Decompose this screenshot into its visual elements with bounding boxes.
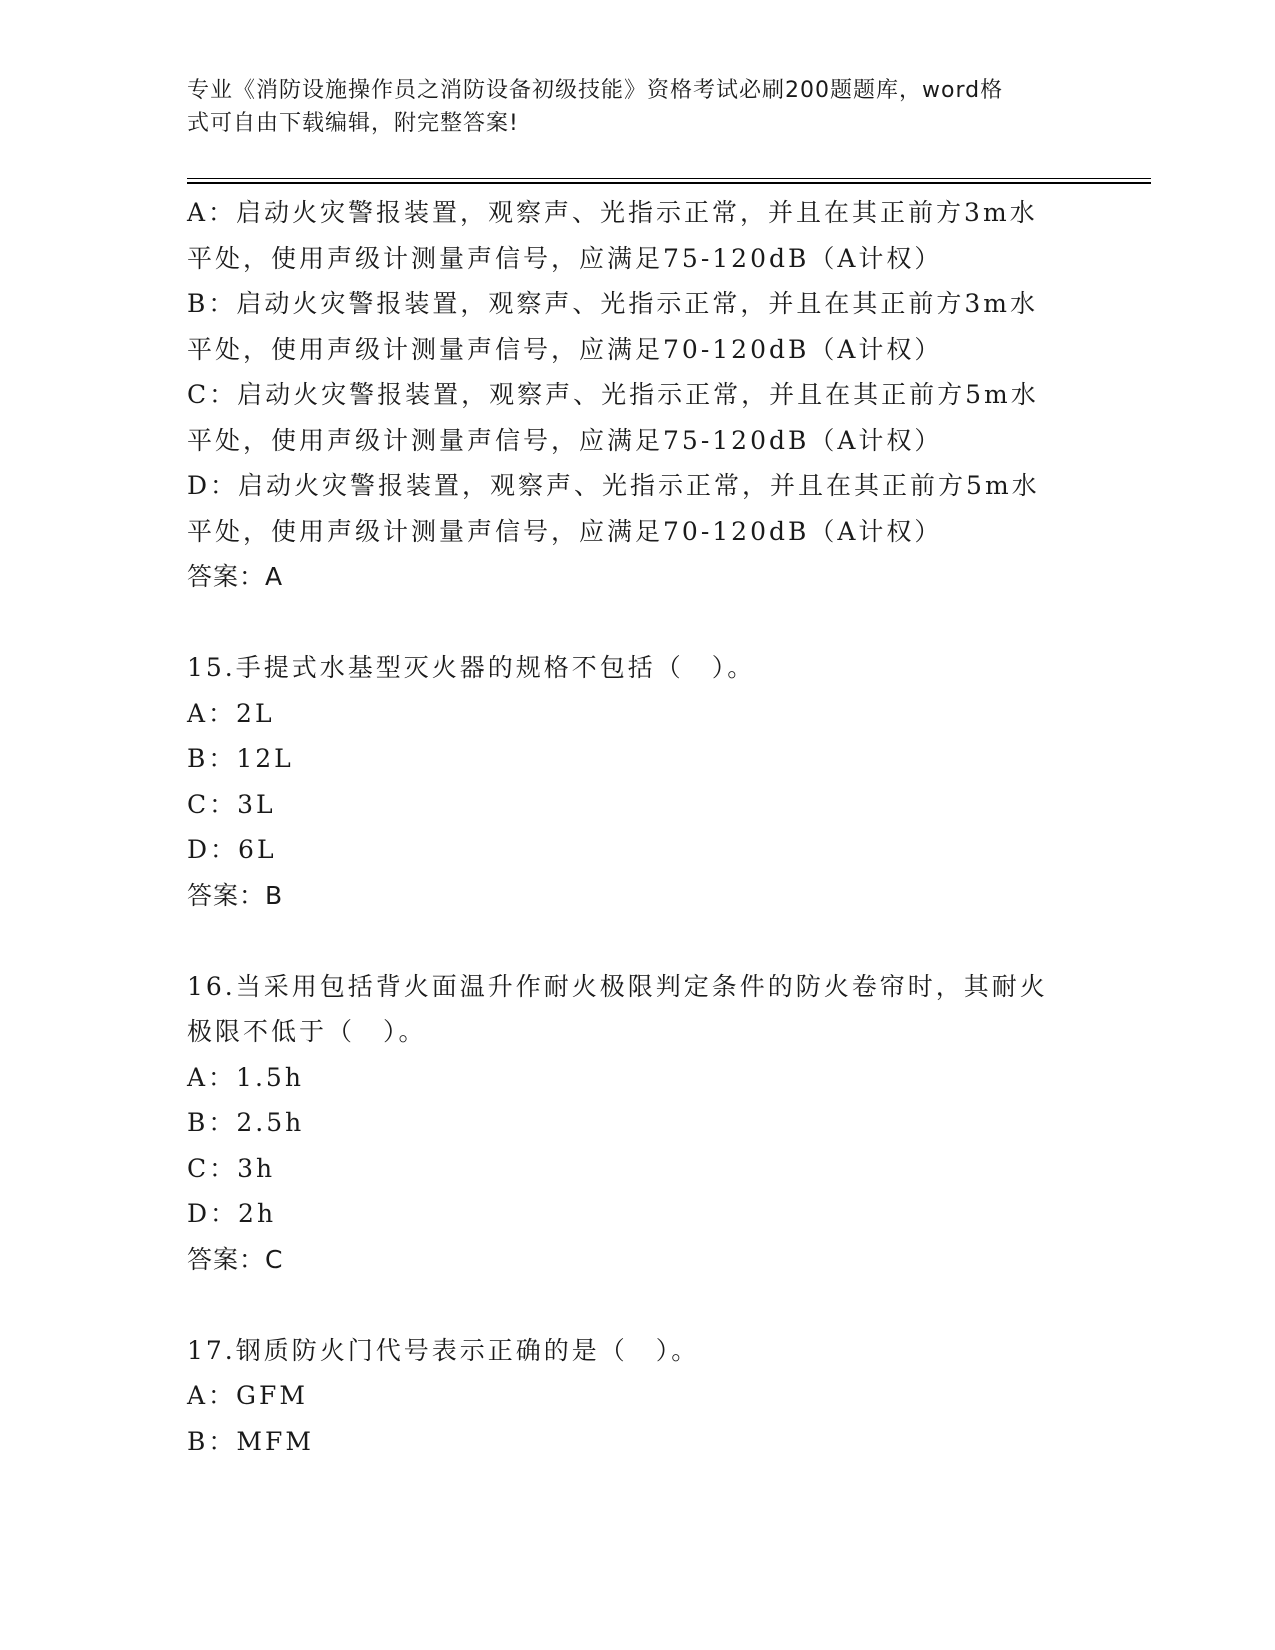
option-a-line-2: 平处，使用声级计测量声信号，应满足75-120dB（A计权） <box>187 243 943 273</box>
question-17-text: 17.钢质防火门代号表示正确的是（ ）。 <box>187 1335 700 1365</box>
question-15-text: 15.手提式水基型灭火器的规格不包括（ ）。 <box>187 653 756 682</box>
option-b-line-2: 平处，使用声级计测量声信号，应满足70-120dB（A计权） <box>187 334 943 364</box>
question-15 <box>187 645 1087 918</box>
header-line-1: 专业《消防设施操作员之消防设备初级技能》资格考试必刷200题题库，word格 <box>187 78 1004 103</box>
answer-15: 答案：B <box>187 880 284 910</box>
question-14-options <box>187 190 1087 600</box>
document-header <box>187 74 1067 140</box>
question-16-text-line-1: 16.当采用包括背火面温升作耐火极限判定条件的防火卷帘时，其耐火 <box>187 971 1048 1001</box>
option-b: B：2.5h <box>187 1108 305 1137</box>
header-rule-thin <box>187 178 1151 179</box>
header-line-2: 式可自由下载编辑，附完整答案! <box>187 111 519 136</box>
question-16 <box>187 964 1087 1283</box>
question-17 <box>187 1328 1087 1465</box>
spacer <box>187 600 1087 646</box>
option-d-line-1: D：启动火灾警报装置，观察声、光指示正常，并且在其正前方5m水 <box>187 471 1040 500</box>
answer-16: 答案：C <box>187 1244 284 1274</box>
option-d-line-2: 平处，使用声级计测量声信号，应满足70-120dB（A计权） <box>187 516 943 546</box>
option-d: D：2h <box>187 1199 277 1228</box>
spacer <box>187 1282 1087 1328</box>
option-a-line-1: A：启动火灾警报装置，观察声、光指示正常，并且在其正前方3m水 <box>187 198 1038 227</box>
option-c: C：3h <box>187 1153 276 1183</box>
option-c-line-2: 平处，使用声级计测量声信号，应满足75-120dB（A计权） <box>187 425 943 455</box>
option-a: A：1.5h <box>187 1062 304 1092</box>
question-16-text-line-2: 极限不低于（ ）。 <box>187 1017 427 1046</box>
header-rule-thick <box>187 182 1151 184</box>
option-b: B：MFM <box>187 1426 314 1456</box>
option-b-line-1: B：启动火灾警报装置，观察声、光指示正常，并且在其正前方3m水 <box>187 289 1038 318</box>
answer-14: 答案：A <box>187 562 284 591</box>
option-b: B：12L <box>187 744 294 773</box>
option-c: C：3L <box>187 789 276 819</box>
option-a: A：2L <box>187 698 275 728</box>
question-list <box>187 190 1087 1464</box>
option-a: A：GFM <box>187 1381 308 1410</box>
option-c-line-1: C：启动火灾警报装置，观察声、光指示正常，并且在其正前方5m水 <box>187 380 1039 409</box>
spacer <box>187 918 1087 964</box>
option-d: D：6L <box>187 835 277 864</box>
